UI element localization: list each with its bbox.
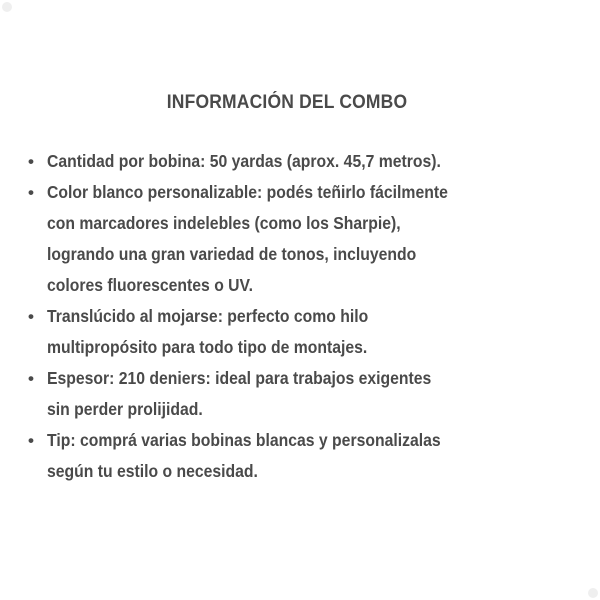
list-item-text: Color blanco personalizable: podés teñirlo fácilmente con marcadores indelebles (como los Sharpie), logrando una gran variedad de tonos, incluyendo colores fluorescentes o UV. bbox=[47, 182, 448, 295]
page-title: INFORMACIÓN DEL COMBO bbox=[166, 92, 408, 113]
list-item-text: Tip: comprá varias bobinas blancas y personalizalas según tu estilo o necesidad. bbox=[47, 430, 441, 481]
list-item bbox=[24, 363, 584, 425]
list-item bbox=[24, 425, 584, 487]
bullet-icon: • bbox=[28, 431, 34, 450]
corner-dot-icon bbox=[2, 2, 12, 12]
bullet-icon: • bbox=[28, 152, 34, 171]
bullet-icon: • bbox=[28, 183, 34, 202]
bullet-icon: • bbox=[28, 307, 34, 326]
list-item-text: Translúcido al mojarse: perfecto como hilo multipropósito para todo tipo de montajes. bbox=[47, 306, 369, 357]
list-item-text: Cantidad por bobina: 50 yardas (aprox. 45,7 metros). bbox=[47, 151, 441, 171]
bullet-icon: • bbox=[28, 369, 34, 388]
info-list bbox=[24, 146, 584, 487]
list-item bbox=[24, 146, 584, 177]
list-item bbox=[24, 177, 584, 301]
list-item bbox=[24, 301, 584, 363]
corner-dot-icon bbox=[588, 588, 598, 598]
list-item-text: Espesor: 210 deniers: ideal para trabajos exigentes sin perder prolijidad. bbox=[47, 368, 432, 419]
